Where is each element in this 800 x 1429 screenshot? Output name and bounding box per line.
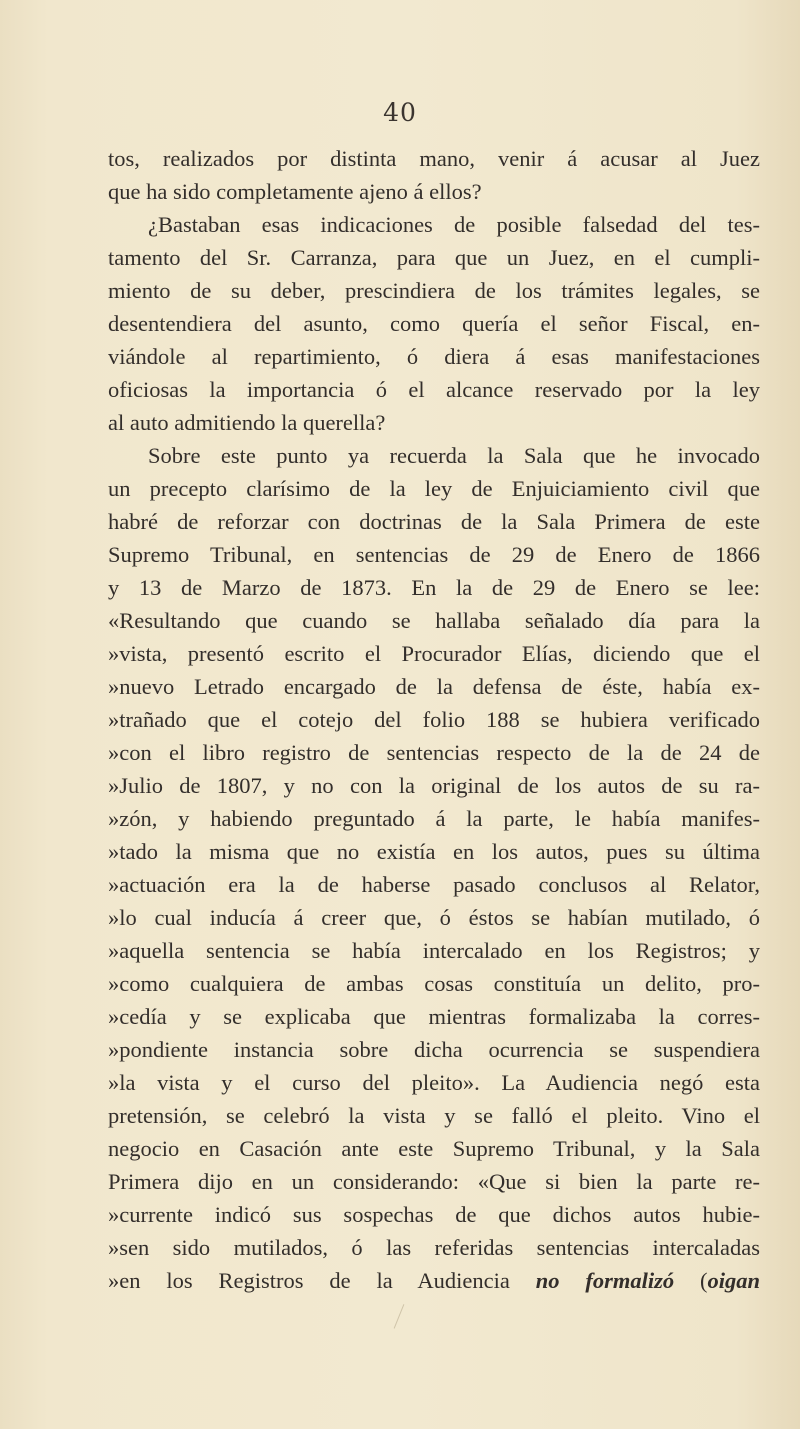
text-line: »actuación era la de haberse pasado conclusos al Relator,	[108, 872, 760, 897]
text-line: »trañado que el cotejo del folio 188 se hubiera verificado	[108, 707, 760, 732]
text-line: »cedía y se explicaba que mientras formalizaba la corres-	[108, 1004, 760, 1029]
text-line: viándole al repartimiento, ó diera á esas manifestaciones	[108, 344, 760, 369]
ink-stain-mark	[394, 1304, 418, 1334]
page-number: 40	[383, 98, 417, 127]
text-line: desentendiera del asunto, como quería el señor Fiscal, en-	[108, 311, 760, 336]
text-line: negocio en Casación ante este Supremo Tribunal, y la Sala	[108, 1136, 760, 1161]
text-line: »como cualquiera de ambas cosas constituía un delito, pro-	[108, 971, 760, 996]
text-line: »pondiente instancia sobre dicha ocurrencia se suspendiera	[108, 1037, 760, 1062]
text-line: tos, realizados por distinta mano, venir á acusar al Juez	[108, 146, 760, 171]
text-line: »Julio de 1807, y no con la original de los autos de su ra-	[108, 773, 760, 798]
text-line: Supremo Tribunal, en sentencias de 29 de Enero de 1866	[108, 542, 760, 567]
text-line: »nuevo Letrado encargado de la defensa de éste, había ex-	[108, 674, 760, 699]
text-line: Primera dijo en un considerando: «Que si bien la parte re-	[108, 1169, 760, 1194]
final-line-plain: »en los Registros de la Audiencia	[108, 1268, 536, 1293]
text-line: oficiosas la importancia ó el alcance reservado por la ley	[108, 377, 760, 402]
text-line: »zón, y habiendo preguntado á la parte, le había manifes-	[108, 806, 760, 831]
text-line: »tado la misma que no existía en los autos, pues su última	[108, 839, 760, 864]
emphasis-oigan: oigan	[707, 1268, 760, 1293]
text-line: »lo cual inducía á creer que, ó éstos se habían mutilado, ó	[108, 905, 760, 930]
text-line: »currente indicó sus sospechas de que dichos autos hubie-	[108, 1202, 760, 1227]
text-line: »la vista y el curso del pleito». La Audiencia negó esta	[108, 1070, 760, 1095]
text-line: al auto admitiendo la querella?	[108, 410, 386, 435]
text-line: miento de su deber, prescindiera de los trámites legales, se	[108, 278, 760, 303]
body-text	[108, 142, 760, 1297]
text-line: »con el libro registro de sentencias respecto de la de 24 de	[108, 740, 760, 765]
text-line: «Resultando que cuando se hallaba señalado día para la	[108, 608, 760, 633]
text-line: habré de reforzar con doctrinas de la Sala Primera de este	[108, 509, 760, 534]
text-line: Sobre este punto ya recuerda la Sala que he invocado	[148, 443, 760, 468]
text-line: »vista, presentó escrito el Procurador Elías, diciendo que el	[108, 641, 760, 666]
text-line: pretensión, se celebró la vista y se falló el pleito. Vino el	[108, 1103, 760, 1128]
text-line: tamento del Sr. Carranza, para que un Juez, en el cumpli-	[108, 245, 760, 270]
text-line: un precepto clarísimo de la ley de Enjuiciamiento civil que	[108, 476, 760, 501]
text-line-final	[108, 1264, 760, 1297]
text-line: y 13 de Marzo de 1873. En la de 29 de Enero se lee:	[108, 575, 760, 600]
text-line: que ha sido completamente ajeno á ellos?	[108, 179, 482, 204]
text-line: »sen sido mutilados, ó las referidas sentencias intercaladas	[108, 1235, 760, 1260]
paren-open: (	[674, 1268, 708, 1293]
text-line: »aquella sentencia se había intercalado en los Registros; y	[108, 938, 760, 963]
emphasis-no-formalizo: no formalizó	[535, 1268, 675, 1293]
text-line: ¿Bastaban esas indicaciones de posible falsedad del tes-	[148, 212, 760, 237]
